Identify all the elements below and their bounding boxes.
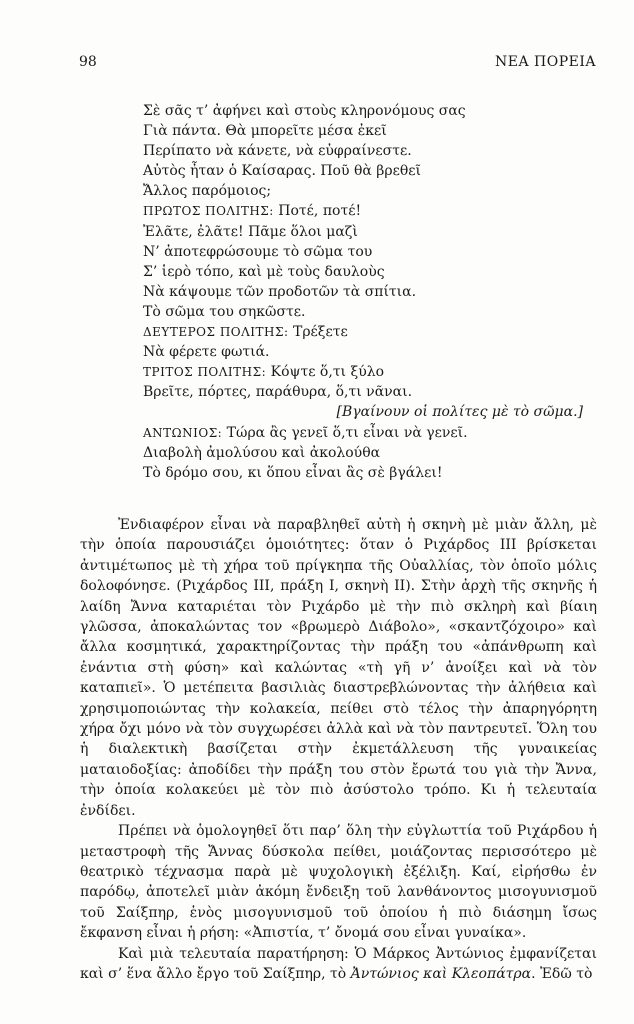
speech-line [143, 201, 583, 221]
verse-line: Διαβολὴ ἀμολύσου καὶ ἀκολούθα [143, 444, 381, 461]
speech-line [143, 423, 583, 443]
verse-line: Ἄλλος παρόμοιος; [143, 183, 272, 200]
paragraph: Πρέπει νὰ ὁμολογηθεῖ ὅτι παρ’ ὅλη τὴν εὐγλωττία τοῦ Ριχάρδου ἡ μεταστροφὴ τῆς Ἄννας δύσκολα πείθει, μοιάζοντας περισσότερο μὲ θεατρικὸ τέχνασμα παρὰ μὲ ψυχολογικὴ ἐξέλιξη. Καί, εἰρήσθω ἐν παρόδῳ, ἀποτελεῖ μιὰν ἀκόμη ἔνδειξη τοῦ λανθάνοντος μισογυνισμοῦ τοῦ Σαίξπηρ, ἑνὸς μισογυνισμοῦ τοῦ ὁποίου ἡ πιὸ διάσημη ἴσως ἔκφανση εἶναι ἡ ρήση: «Ἀπιστία, τ’ ὄνομά σου εἶναι γυναίκα». [80, 823, 597, 942]
speaker-name: ΤΡΙΤΟΣ ΠΟΛΙΤΗΣ: [143, 365, 267, 380]
stage-direction: [Βγαίνουν οἱ πολίτες μὲ τὸ σῶμα.] [336, 404, 583, 421]
prose-block [80, 515, 597, 984]
work-title: Ἀντώνιος καὶ Κλεοπάτρα [350, 965, 532, 982]
speech-text: Ποτέ, ποτέ! [273, 203, 362, 220]
verse-line: Βρεῖτε, πόρτες, παράθυρα, ὅ,τι νᾶναι. [143, 384, 413, 401]
speaker-name: ΑΝΤΩΝΙΟΣ: [143, 425, 223, 440]
running-head: ΝΕΑ ΠΟΡΕΙΑ [495, 54, 596, 70]
speech-text: Τρέξετε [288, 324, 348, 341]
verse-line: Σὲ σᾶς τ’ ἀφήνει καὶ στοὺς κληρονόμους σας [143, 103, 466, 119]
speech-line [143, 362, 583, 382]
verse-block [143, 101, 583, 483]
page-number: 98 [79, 54, 97, 70]
verse-line: Τὸ σῶμα του σηκῶστε. [143, 303, 306, 320]
paragraph [80, 944, 597, 985]
paragraph-text: Καὶ μιὰ τελευταία παρατήρηση: Ὁ Μάρκος Ἀντώνιος ἐμφανίζεται καὶ σ’ ἕνα ἄλλο ἔργο τοῦ Σαίξπηρ, τὸ [80, 945, 597, 982]
verse-line: Νὰ κάψουμε τῶν προδοτῶν τὰ σπίτια. [143, 283, 417, 300]
verse-line: Αὐτὸς ἦταν ὁ Καίσαρας. Ποῦ θὰ βρεθεῖ [143, 163, 422, 180]
verse-line: Γιὰ πάντα. Θὰ μπορεῖτε μέσα ἐκεῖ [143, 123, 387, 140]
verse-line: Σ’ ἱερὸ τόπο, καὶ μὲ τοὺς δαυλοὺς [143, 263, 385, 280]
verse-line: Νὰ φέρετε φωτιά. [143, 344, 270, 361]
verse-line: Ν’ ἀποτεφρώσουμε τὸ σῶμα του [143, 243, 373, 260]
speech-line [143, 322, 583, 342]
paragraph: Ἐνδιαφέρον εἶναι νὰ παραβληθεῖ αὐτὴ ἡ σκηνὴ μὲ μιὰν ἄλλη, μὲ τὴν ὁποία παρουσιάζει ὁμοιότητες: ὅταν ὁ Ριχάρδος III βρίσκεται ἀντιμέτωπος μὲ τὴ χήρα τοῦ πρίγκηπα τῆς Οὐαλλίας, τὸν ὁποῖο μόλις δολοφόνησε. (Ριχάρδος III, πράξη I, σκηνὴ II). Στὴν ἀρχὴ τῆς σκηνῆς ἡ λαίδη Ἄννα καταριέται τὸν Ριχάρδο μὲ τὴν πιὸ σκληρὴ καὶ βίαιη γλῶσσα, ἀποκαλώντας τον «βρωμερὸ Διάβολο», «σκαντζόχοιρο» καὶ ἄλλα κοσμητικά, χαρακτηρίζοντας τὴν πράξη του «ἀπάνθρωπη καὶ ἐνάντια στὴ φύση» καὶ καλώντας «τὴ γῆ ν’ ἀνοίξει καὶ νὰ τὸν καταπιεῖ». Ὁ μετέπειτα βασιλιὰς διαστρεβλώνοντας τὴν ἀλήθεια καὶ χρησιμοποιώντας τὴν κολακεία, πείθει στὸ τέλος τὴν ἀπαρηγόρητη χήρα ὄχι μόνο νὰ τὸν συγχωρέσει ἀλλὰ καὶ νὰ τὸν παντρευτεῖ. Ὅλη του ἡ διαλεκτικὴ βασίζεται στὴν ἐκμετάλλευση τῆς γυναικείας ματαιοδοξίας: ἀποδίδει τὴν πράξη του στὸν ἔρωτά του γιὰ τὴν Ἄννα, τὴν ὁποία κολακεύει μὲ τὸν πιὸ ἀσύστολο τρόπο. Κι ἡ τελευταία ἐνδίδει. [80, 517, 597, 819]
speaker-name: ΠΡΩΤΟΣ ΠΟΛΙΤΗΣ: [143, 204, 274, 219]
speech-text: Κόψτε ὅ,τι ξύλο [266, 364, 385, 381]
paragraph-text: . Ἐδῶ τὸ [531, 965, 593, 982]
speech-text: Τώρα ἂς γενεῖ ὅ,τι εἶναι νὰ γενεῖ. [222, 424, 468, 441]
verse-line: Περίπατο νὰ κάνετε, νὰ εὐφραίνεστε. [143, 143, 412, 160]
page-header [79, 54, 596, 74]
verse-line: Ἐλᾶτε, ἐλᾶτε! Πᾶμε ὅλοι μαζὶ [143, 223, 358, 240]
speaker-name: ΔΕΥΤΕΡΟΣ ΠΟΛΙΤΗΣ: [143, 325, 289, 340]
verse-line: Τὸ δρόμο σου, κι ὅπου εἶναι ἂς σὲ βγάλει! [143, 464, 443, 481]
